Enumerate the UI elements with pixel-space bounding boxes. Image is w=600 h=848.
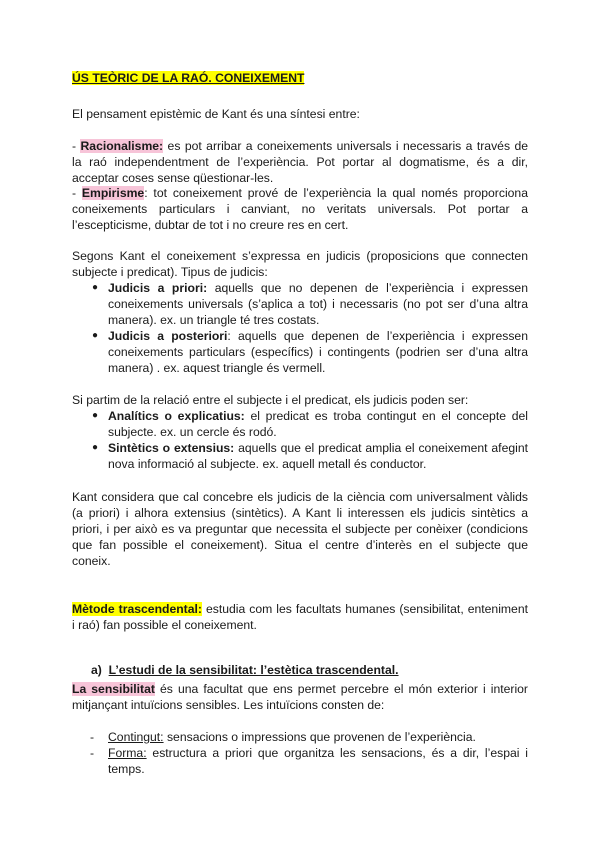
- rationalism-term: Racionalisme:: [80, 139, 164, 153]
- intuition-text: estructura a priori que organitza les sensacions, és a dir, l’espai i temps.: [108, 746, 528, 776]
- section-a-marker: a): [91, 663, 102, 678]
- judgment-term: Judicis a posteriori: [108, 329, 228, 343]
- rationalism-text: es pot arribar a coneixements universals i necessaris a través de la raó independentment de l’experiència. Pot portar al dogmatisme, és a dir, acceptar coses sense qüestionar-les.: [72, 139, 529, 185]
- section-a-title: L’estudi de la sensibilitat: l’estètica trascendental.: [108, 663, 399, 678]
- empiricism-term: Empirisme: [81, 186, 145, 200]
- list-item: [72, 745, 528, 777]
- dash-marker: -: [90, 746, 95, 760]
- method-paragraph: [72, 601, 528, 633]
- relation-term: Sintètics o extensius:: [108, 441, 235, 455]
- list-item: [72, 328, 528, 376]
- intuition-term: Forma:: [108, 746, 147, 760]
- dash-marker: -: [90, 730, 95, 744]
- judgment-term: Judicis a priori:: [108, 281, 208, 295]
- judgment-text: aquells que no depenen de l’experiència i expressen coneixements universals (s’aplica a tot) i necessaris (no pot ser d’una altra manera). ex. un triangle té tres costats.: [108, 281, 528, 327]
- sensibility-term: La sensibilitat: [72, 682, 155, 696]
- empiricism-paragraph: [72, 185, 528, 233]
- document-title: [72, 70, 528, 86]
- intuition-term: Contingut:: [108, 730, 164, 744]
- intuition-text: sensacions o impressions que provenen de l’experiència.: [163, 730, 476, 744]
- intuitions-list: [72, 729, 528, 777]
- judgments-intro: Segons Kant el coneixement s’expressa en judicis (proposicions que connecten subjecte i predicat). Tipus de judicis:: [72, 249, 528, 279]
- list-item: [72, 729, 528, 745]
- kant-paragraph: Kant considera que cal concebre els judicis de la ciència com universalment vàlids (a priori) i alhora extensius (sintètics). A Kant li interessen els judicis sintètics a priori, i per això es va preguntar que necessita el subjecte per conèixer (condicions que fan possible el coneixement). Situa el centre d’interès en el subjecte que coneix.: [72, 490, 528, 568]
- judgments-list: [72, 280, 528, 376]
- list-item: [72, 408, 528, 440]
- bullet-icon: ●: [92, 442, 99, 453]
- empiricism-prefix: -: [72, 186, 82, 200]
- section-a-heading: [91, 662, 528, 678]
- relations-list: [72, 408, 528, 472]
- title-text: ÚS TEÒRIC DE LA RAÓ. CONEIXEMENT: [72, 71, 305, 85]
- bullet-icon: ●: [92, 282, 99, 293]
- relation-intro: Si partim de la relació entre el subjecte i el predicat, els judicis poden ser:: [72, 393, 469, 407]
- relation-term: Analítics o explicatius:: [108, 409, 245, 423]
- list-item: [72, 280, 528, 328]
- method-term: Mètode trascendental:: [72, 602, 202, 616]
- relation-text: el predicat es troba contingut en el concepte del subjecte. ex. un cercle és rodó.: [108, 409, 528, 439]
- sensibility-text: és una facultat que ens permet percebre el món exterior i interior mitjançant intuïcions sensibles. Les intuïcions consten de:: [72, 682, 528, 712]
- judgment-text: : aquells que depenen de l’experiència i expressen coneixements particulars (específics) i contingents (podrien ser d’una altra manera) . ex. aquest triangle és vermell.: [108, 329, 528, 375]
- relation-text: aquells que el predicat amplia el coneixement afegint nova informació al subjecte. ex. aquell metall és conductor.: [108, 441, 528, 471]
- bullet-icon: ●: [92, 330, 99, 341]
- method-text: estudia com les facultats humanes (sensibilitat, enteniment i raó) fan possible el coneixement.: [72, 602, 528, 632]
- rationalism-prefix: -: [72, 139, 81, 153]
- list-item: [72, 440, 528, 472]
- empiricism-text: : tot coneixement prové de l’experiència la qual només proporciona coneixements particulars i canviant, no veritats universals. Pot portar a l’escepticisme, dubtar de tot i no creure res en cert.: [72, 186, 528, 232]
- bullet-icon: ●: [92, 410, 99, 421]
- sensibility-paragraph: [72, 681, 528, 713]
- intro-paragraph: El pensament epistèmic de Kant és una síntesi entre:: [72, 107, 360, 121]
- rationalism-paragraph: [72, 138, 528, 186]
